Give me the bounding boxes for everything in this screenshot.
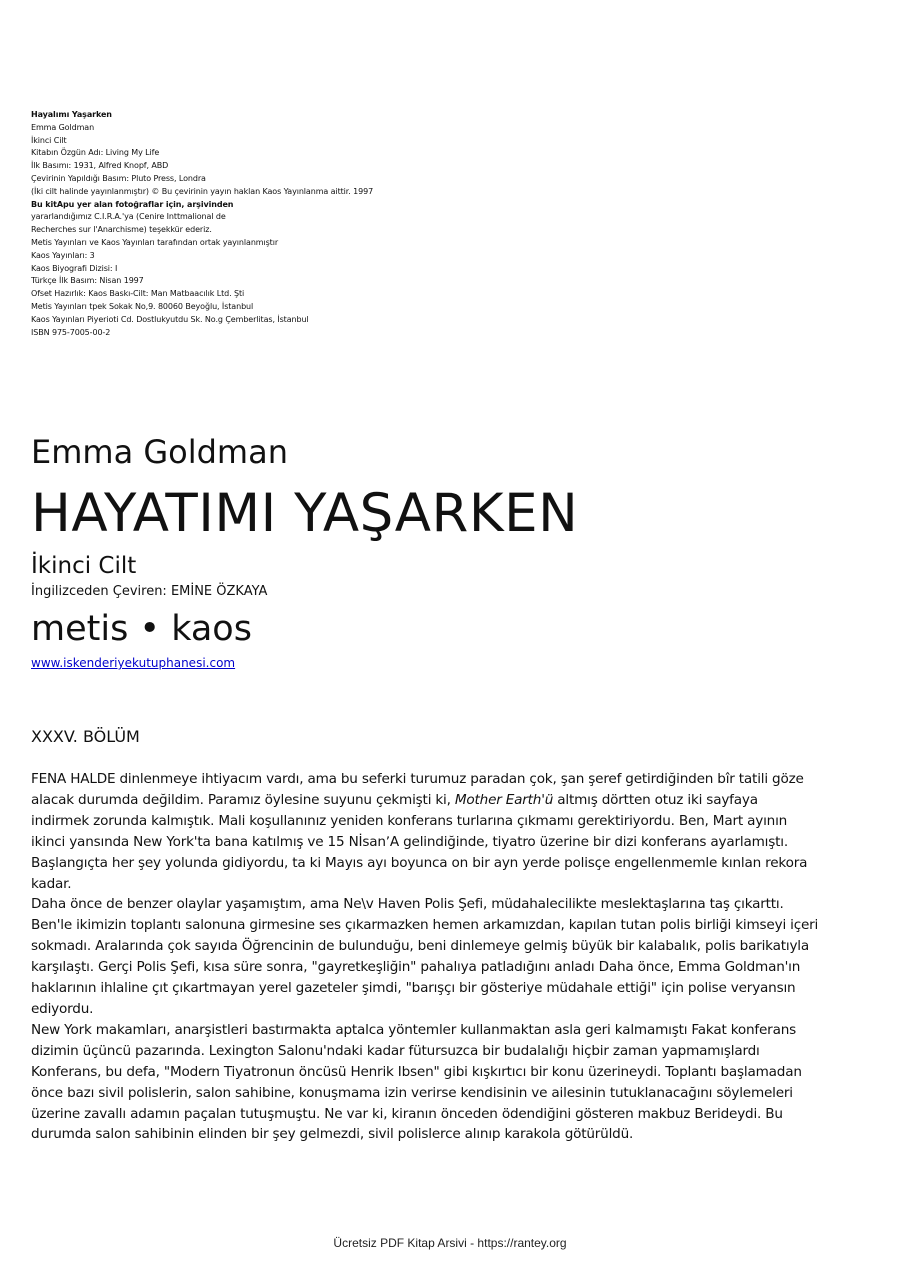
text-line: ediyordu. — [31, 1000, 94, 1017]
text-line: FENA HALDE dinlenmeye ihtiyacım vardı, ama bu seferki turumuz paradan çok, şan şeref getirdiğinden bîr tatili göze — [31, 771, 804, 787]
colophon-line: Emma Goldman — [31, 122, 95, 132]
text-line: haklarının ihlaline çıt çıkartmayan yerel gazeteler şimdi, "barışçı bir gösteriye müdahale ettiği" için polise veryansın — [31, 980, 796, 997]
colophon-line: İlk Basımı: 1931, Alfred Knopf, ABD — [31, 161, 169, 171]
colophon-line: yararlandığımız C.I.R.A.'ya (Cenire Inttmalional de — [31, 212, 226, 222]
text-line: ikinci yansında New York'ta bana katılmış ve 15 NİsanʼA gelindiğinde, tiyatro üzerine bir dizi konferans ayarlamıştı. — [31, 833, 788, 850]
website-link[interactable]: www.iskenderiyekutuphanesi.com — [31, 656, 236, 670]
colophon-line: Metis Yayınları tpek Sokak No,9. 80060 Beyoğlu, İstanbul — [31, 301, 254, 311]
chapter-heading: XXXV. BÖLÜM — [31, 727, 140, 746]
colophon-line: Ofset Hazırlık: Kaos Baskı-Cilt: Man Matbaacılık Ltd. Şti — [31, 289, 245, 299]
italic-title: Mother Earth'ü — [454, 791, 554, 808]
colophon-line: Kitabın Özgün Adı: Living My Life — [31, 148, 160, 158]
text-span: alacak durumda değildim. Paramız öylesine suyunu çekmişti ki, — [31, 791, 455, 808]
colophon-line: Türkçe İlk Basım: Nisan 1997 — [31, 276, 144, 286]
text-line: durumda salon sahibinin elinden bir şey gelmezdi, sivil polislerce alınıp karakola götürüldü. — [31, 1126, 634, 1143]
text-line: karşılaştı. Gerçi Polis Şefi, kısa süre sonra, "gayretkeşliğin" pahalıya patladığını anladı Daha önce, Emma Goldman'ın — [31, 959, 801, 976]
text-line: önce bazı sivil polislerin, salon sahibine, konuşmama izin verirse kendisinin ve ailesinin tutuklanacağını söylemeleri — [31, 1084, 793, 1101]
colophon-line: Recherches sur l'Anarchisme) teşekkür ederiz. — [31, 225, 212, 235]
book-author: Emma Goldman — [31, 433, 288, 471]
colophon-line: Hayalımı Yaşarken — [31, 110, 112, 119]
text-line — [31, 790, 869, 811]
colophon-line: (İki cilt halinde yayınlanmıştır) © Bu çevirinin yayın haklan Kaos Yayınlanma aittir. 1997 — [31, 186, 374, 196]
text-line: üzerine zavallı adamın paçalan tutuşmuştu. Ne var ki, kiranın önceden ödendiğini gösteren makbuz Berideydi. Bu — [31, 1105, 783, 1122]
text-line: indirmek zorunda kalmıştık. Mali koşullanınız yeniden konferans turlarına çıkmamı gerektiriyordu. Ben, Mart ayının — [31, 812, 788, 829]
book-publisher: metis • kaos — [31, 609, 252, 649]
colophon-line: ISBN 975-7005-00-2 — [31, 327, 111, 337]
text-line: Konferans, bu defa, "Modern Tiyatronun öncüsü Henrik Ibsen" gibi kışkırtıcı bir konu üzerineydi. Toplantı başlamadan — [31, 1063, 802, 1080]
book-volume: İkinci Cilt — [31, 553, 137, 579]
page-footer: Ücretsiz PDF Kitap Arsivi - https://rantey.org — [333, 1236, 567, 1250]
text-line: Ben'le ikimizin toplantı salonuna girmesine ses çıkarmazken hemen arkamızdan, kapılan tutan polis birliği kimseyi içeri — [31, 917, 819, 934]
colophon — [31, 109, 373, 339]
text-line: dizimin üçüncü pazarında. Lexington Salonu'ndaki kadar fütursuzca bir budalalığı hiçbir zaman yapmamışlardı — [31, 1042, 760, 1059]
text-line: Başlangıçta her şey yolunda gidiyordu, ta ki Mayıs ayı boyunca on bir ayn yerde polisçe engellenmemle kınlan rekora — [31, 854, 808, 871]
colophon-line: Bu kitApu yer alan fotoğraflar için, arşivinden — [31, 199, 234, 209]
text-line: New York makamları, anarşistleri bastırmakta aptalca yöntemler kullanmaktan asla geri kalmamıştı Fakat konferans — [31, 1021, 797, 1038]
colophon-line: İkinci Cilt — [31, 135, 67, 145]
text-span: altmış dörtten otuz iki sayfaya — [553, 791, 758, 808]
colophon-line: Metis Yayınları ve Kaos Yayınları tarafından ortak yayınlanmıştır — [31, 237, 279, 247]
book-translator: İngilizceden Çeviren: EMİNE ÖZKAYA — [31, 584, 268, 599]
text-line: sokmadı. Aralarında çok sayıda Öğrencinin de bulunduğu, beni dinlemeye gelmiş büyük bir kalabalık, polis barikatıyla — [31, 938, 810, 955]
colophon-line: Kaos Yayınları: 3 — [31, 250, 95, 260]
colophon-line: Kaos Biyografi Dizisi: I — [31, 263, 118, 273]
chapter-body — [31, 769, 869, 1145]
colophon-line: Çevirinin Yapıldığı Basım: Pluto Press, Londra — [31, 173, 206, 183]
colophon-line: Kaos Yayınları Piyerioti Cd. Dostlukyutdu Sk. No.g Çemberlitas, İstanbul — [31, 314, 309, 324]
book-title: HAYATIMI YAŞARKEN — [31, 483, 579, 544]
text-line: kadar. — [31, 875, 72, 892]
text-line: Daha önce de benzer olaylar yaşamıştım, ama Ne\v Haven Polis Şefi, müdahalecilikte meslektaşlarına taş çıkarttı. — [31, 896, 784, 913]
